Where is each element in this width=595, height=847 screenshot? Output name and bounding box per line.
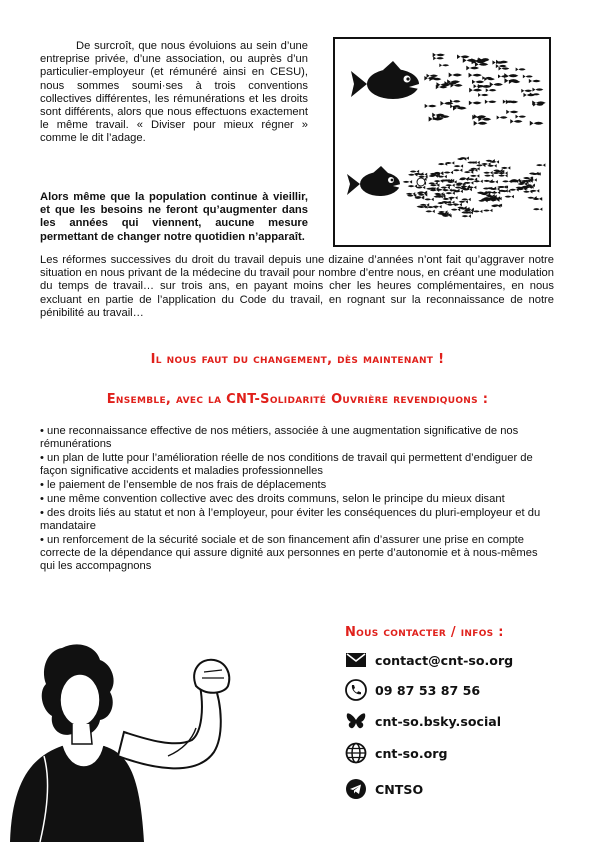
fish-drawing <box>335 39 549 245</box>
small-fish-school-bottom <box>403 156 546 217</box>
small-fish <box>461 198 470 201</box>
small-fish <box>533 207 542 210</box>
small-fish <box>516 68 526 72</box>
small-fish <box>497 116 508 120</box>
woman-drawing <box>0 628 240 842</box>
small-fish <box>425 104 437 108</box>
small-fish <box>403 180 412 183</box>
intro-paragraph-2-bold: Alors même que la population continue à vieillir, et que les besoins ne feront qu’augmenter dans les années qui viennent, aucune mesure permettant de changer notre quotidien n’apparaît. <box>40 191 308 243</box>
small-fish <box>473 180 482 183</box>
small-fish <box>490 82 503 87</box>
fish-illustration <box>333 37 551 247</box>
small-fish <box>530 121 544 126</box>
contact-bluesky-row[interactable] <box>345 709 501 733</box>
small-fish <box>433 53 445 57</box>
woman-flexing-illustration <box>0 628 240 842</box>
small-fish <box>483 171 492 174</box>
list-item: • le paiement de l’ensemble de nos frais de déplacements <box>40 479 327 492</box>
contact-website-row[interactable] <box>345 741 448 765</box>
small-fish <box>466 66 479 71</box>
small-fish <box>469 101 482 106</box>
small-fish <box>532 88 543 92</box>
butterfly-icon <box>345 710 367 732</box>
small-fish <box>425 210 434 213</box>
small-fish <box>432 205 441 208</box>
small-fish <box>510 119 522 123</box>
small-fish <box>487 164 496 167</box>
telegram-icon <box>345 778 367 800</box>
small-fish <box>491 191 500 194</box>
phone-icon <box>345 679 367 701</box>
heading-change: Il nous faut du changement, dès maintenant ! <box>150 352 445 367</box>
small-fish <box>433 56 444 60</box>
small-fish <box>474 121 488 126</box>
contact-title: Nous contacter / infos : <box>345 625 504 640</box>
small-fish <box>444 171 453 174</box>
list-item: • des droits liés au statut et non à l’employeur, pour éviter les conséquences du pluri-employeur et du mandataire <box>40 506 541 533</box>
small-fish <box>484 174 493 177</box>
intro-paragraph-2: Les réformes successives du droit du travail depuis une dizaine d’années n’ont fait qu’aggraver notre situation en nous privant de la médecine du travail pour nombre d’entre nous, en créant une modulation du temps de travail… sur trois ans, en payant moins cher les heures complémentaires, en nous excluant en partie de l’application du Code du travail, en rognant sur la reconnaissance de notre pénibilité au travail… <box>40 254 554 319</box>
small-fish <box>529 79 541 83</box>
small-fish <box>523 93 535 97</box>
small-fish <box>467 161 476 164</box>
small-fish <box>536 163 545 166</box>
small-fish <box>410 170 419 173</box>
small-fish <box>459 200 468 203</box>
list-item: • un renforcement de la sécurité sociale et de son financement afin d’assurer une prise en compte correcte de la dépendance qui assure dignité aux personnes en perte d’autonomie et à nous-mêmes qui les accompagnons <box>40 533 538 573</box>
contact-website[interactable]: cnt-so.org <box>375 745 448 761</box>
small-fish <box>498 174 507 177</box>
small-fish <box>447 203 456 206</box>
small-fish <box>489 180 498 183</box>
heading-together: Ensemble, avec la CNT-Solidarité Ouvrière revendiquons : <box>106 392 489 407</box>
small-fish <box>454 164 463 167</box>
contact-email-row[interactable] <box>345 648 513 672</box>
small-fish <box>521 89 532 93</box>
list-item: • une reconnaissance effective de nos métiers, associée à une augmentation significative de nos rémunérations <box>40 425 519 451</box>
demands-list <box>40 425 555 574</box>
small-fish <box>445 191 454 194</box>
small-fish-school-top <box>424 53 545 126</box>
list-item: • une même convention collective avec des droits communs, selon le principe du mieux disant <box>40 492 505 505</box>
small-fish <box>523 75 533 79</box>
contact-phone-row[interactable] <box>345 678 480 702</box>
contact-telegram-row[interactable] <box>345 777 423 801</box>
small-fish <box>473 210 482 213</box>
small-fish <box>470 174 479 177</box>
small-fish <box>453 169 462 172</box>
small-fish <box>424 198 433 201</box>
small-fish <box>506 110 518 114</box>
small-fish <box>478 93 488 97</box>
small-fish <box>509 188 518 191</box>
globe-icon <box>345 742 367 764</box>
big-fish-top <box>351 61 419 99</box>
small-fish <box>505 195 514 198</box>
small-fish <box>469 88 482 93</box>
small-fish <box>516 115 527 119</box>
intro-paragraph-1: De surcroît, que nous évoluions au sein d’une entreprise privée, d’une association, ou auprès d’un particulier-employeur (et rémunéré ainsi en CESU), nous sommes soumi·ses à trois conventions collectives différentes, les rémunérations et les droits sont différents, alors que nous effectuons exactement le même travail. « Diviser pour mieux régner » comme le dit l’adage. <box>40 40 308 145</box>
small-fish <box>485 100 497 104</box>
small-fish <box>451 208 460 211</box>
small-fish <box>445 184 454 187</box>
small-fish <box>449 73 462 78</box>
small-fish <box>472 80 484 84</box>
small-fish-bottom <box>347 166 401 196</box>
contact-bluesky[interactable]: cnt-so.bsky.social <box>375 713 502 729</box>
school-fish-eye <box>417 178 425 186</box>
contact-phone[interactable]: 09 87 53 87 56 <box>375 682 481 698</box>
small-fish <box>469 73 482 78</box>
list-item: • un plan de lutte pour l’amélioration réelle de nos conditions de travail qui permettent d’endiguer de façon significative accidents et maladies professionnelles <box>40 452 533 478</box>
contact-telegram[interactable]: CNTSO <box>375 781 424 797</box>
small-fish <box>486 88 497 92</box>
small-fish <box>483 209 492 212</box>
contact-email[interactable]: contact@cnt-so.org <box>375 652 514 668</box>
small-fish <box>408 184 417 187</box>
small-fish <box>462 214 471 217</box>
envelope-icon <box>345 649 367 671</box>
small-fish <box>504 73 518 78</box>
small-fish <box>439 63 449 67</box>
